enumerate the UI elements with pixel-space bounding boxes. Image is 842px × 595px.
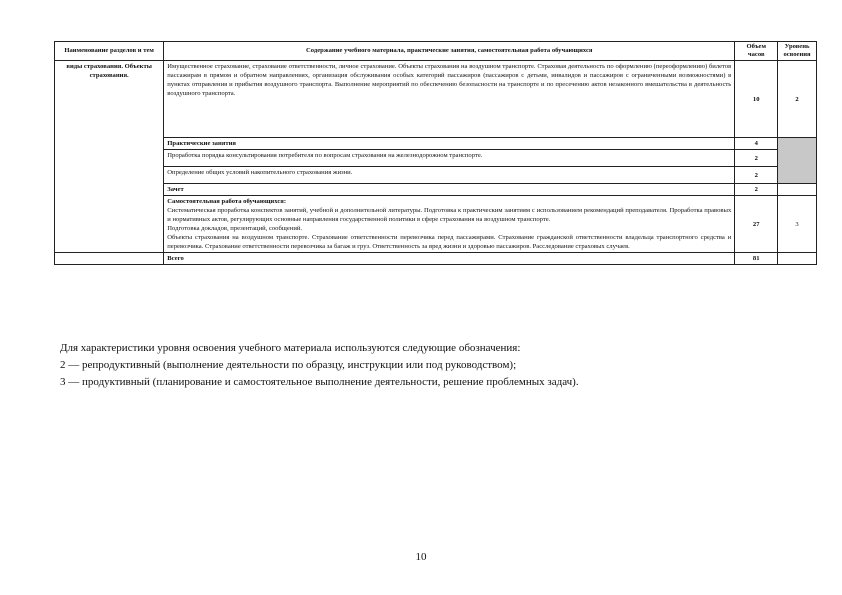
credit-hours: 2: [735, 184, 778, 196]
practical-item-row: [55, 150, 817, 167]
self-study-p2: Подготовка докладов, презентаций, сообщений.: [167, 225, 303, 232]
self-study-hours: 27: [735, 196, 778, 253]
total-row: [55, 253, 817, 265]
main-content-cell: Имущественное страхование, страхование ответственности, личное страхование. Объекты страхования на воздушном транспорте. Страховая деятельность по оформлению (переоформлению) билетов пассажирам в прямом и обратном направлениях, организация обслуживания особых категорий пассажиров (пассажиров с детьми, инвалидов и пассажиров с ограниченными возможностями) в пунктах отправления и прибытия воздушного транспорта. Выполнение мероприятий по обеспечению безопасности на транспорте и по пресечению актов незаконного вмешательства в деятельность воздушного транспорта.: [164, 61, 735, 138]
legend-level-2: 2 — репродуктивный (выполнение деятельности по образцу, инструкции или под руководством);: [60, 359, 517, 371]
practical-item-2-hours: 2: [735, 167, 778, 184]
self-study-level: 3: [778, 196, 817, 253]
shaded-level-cell: [778, 138, 817, 184]
curriculum-table: [54, 41, 817, 265]
self-study-title: Самостоятельная работа обучающихся:: [167, 198, 287, 205]
credit-level-empty: [778, 184, 817, 196]
main-level: 2: [778, 61, 817, 138]
total-empty: [55, 253, 164, 265]
header-row: [55, 42, 817, 61]
self-study-p3: Объекты страхования на воздушном транспорте. Страхование ответственности перевозчика перед пассажирами. Страхование гражданской ответственности владельца транспортного средства и перевозчика. Страхование ответственности перевозчика за багаж и груз. Ответственность за вред жизни и здоровью пассажиров. Расследование страховых случаев.: [167, 234, 732, 250]
practical-title: Практические занятия: [164, 138, 735, 150]
legend-intro: Для характеристики уровня освоения учебного материала используются следующие обозначения:: [60, 342, 521, 354]
self-study-p1: Систематическая проработка конспектов занятий, учебной и дополнительной литературы. Подготовка к практическим занятиям с использованием рекомендаций преподавателя. Проработка правовых и нормативных актов, регулирующих основные направления государственной политики в сфере страхования на воздушном транспорте.: [167, 207, 732, 223]
practical-item-1: Проработка порядка консультирования потребителя по вопросам страхования на железнодорожном транспорте.: [164, 150, 735, 167]
main-topic-row: [55, 61, 817, 138]
header-level: Уровень освоения: [778, 42, 817, 61]
credit-label: Зачет: [164, 184, 735, 196]
self-study-cell: [164, 196, 735, 253]
practical-item-1-hours: 2: [735, 150, 778, 167]
header-hours: Объем часов: [735, 42, 778, 61]
level-legend: [60, 340, 800, 391]
practical-item-2: Определение общих условий накопительного страхования жизни.: [164, 167, 735, 184]
header-content: Содержание учебного материала, практические занятия, самостоятельная работа обучающихся: [164, 42, 735, 61]
section-title: виды страхования. Объекты страхования.: [55, 61, 164, 253]
total-label: Всего: [164, 253, 735, 265]
header-section: Наименование разделов и тем: [55, 42, 164, 61]
legend-level-3: 3 — продуктивный (планирование и самостоятельное выполнение деятельности, решение проблемных задач).: [60, 376, 579, 388]
practical-item-row: [55, 167, 817, 184]
practical-title-row: [55, 138, 817, 150]
main-hours: 10: [735, 61, 778, 138]
credit-row: [55, 184, 817, 196]
total-level-empty: [778, 253, 817, 265]
total-hours: 81: [735, 253, 778, 265]
self-study-row: [55, 196, 817, 253]
page-number: 10: [415, 551, 427, 563]
practical-hours: 4: [735, 138, 778, 150]
